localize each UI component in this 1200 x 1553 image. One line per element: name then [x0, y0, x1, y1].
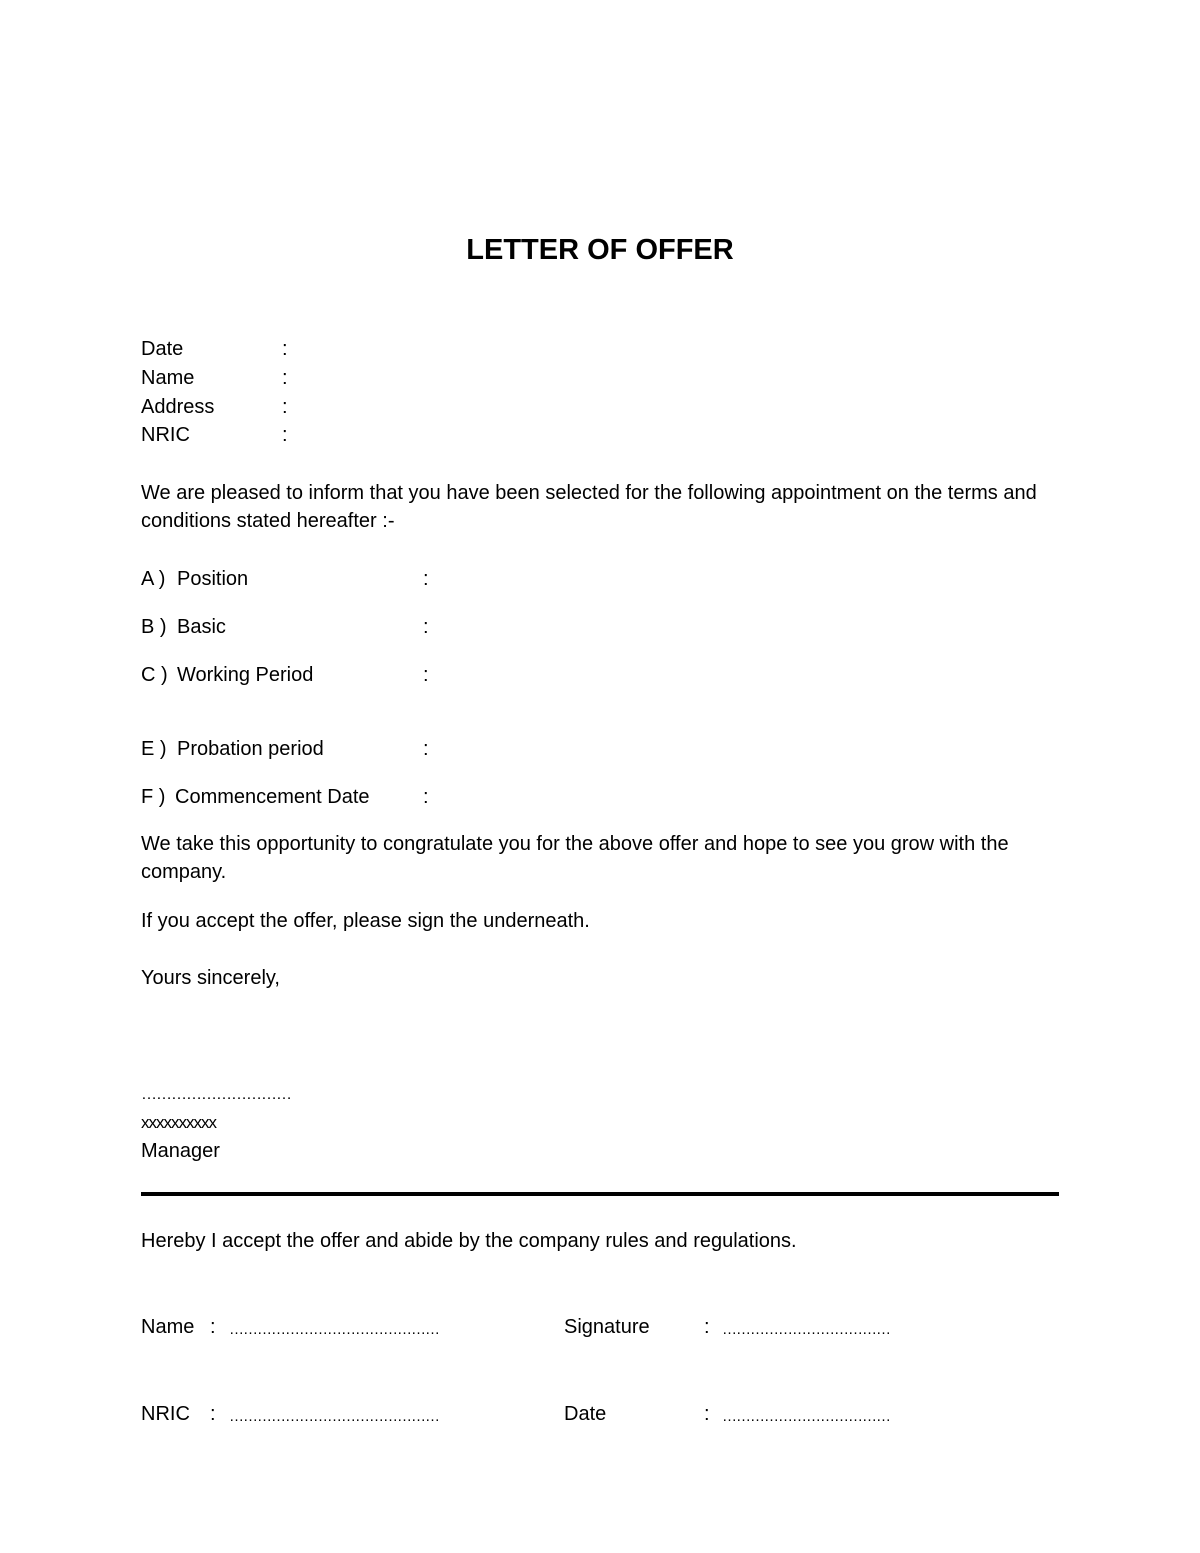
accept-name-line: ………………………………………	[229, 1321, 439, 1338]
term-b-sep: :	[423, 616, 429, 638]
accept-signature-line: ………………………………	[722, 1321, 890, 1338]
accept-signature-label: Signature	[564, 1316, 650, 1338]
field-address-sep: :	[282, 396, 288, 418]
intro-paragraph: We are pleased to inform that you have been selected for the following appointment on the terms and conditions stated hereafter :-	[141, 482, 1037, 532]
term-a-letter: A )	[141, 568, 166, 590]
term-a-label: Position	[177, 568, 249, 590]
field-name-sep: :	[282, 367, 288, 389]
term-e-sep: :	[423, 738, 429, 760]
term-e-letter: E )	[141, 738, 167, 760]
term-f-letter: F )	[141, 786, 166, 808]
section-divider	[141, 1192, 1059, 1196]
accept-date-line: ………………………………	[722, 1408, 890, 1425]
term-f-label: Commencement Date	[175, 786, 370, 808]
signer-title: Manager	[141, 1140, 220, 1162]
accept-nric-line: ………………………………………	[229, 1408, 439, 1425]
accept-name-label: Name	[141, 1316, 195, 1338]
term-e-label: Probation period	[177, 738, 324, 760]
document-title: LETTER OF OFFER	[466, 234, 734, 266]
field-nric-sep: :	[282, 424, 288, 446]
accept-name-sep: :	[210, 1316, 216, 1338]
term-c-sep: :	[423, 664, 429, 686]
term-b-letter: B )	[141, 616, 167, 638]
field-address-label: Address	[141, 396, 215, 418]
term-c-letter: C )	[141, 664, 168, 686]
term-a-sep: :	[423, 568, 429, 590]
accept-nric-sep: :	[210, 1403, 216, 1425]
field-date-label: Date	[141, 338, 184, 360]
accept-instruction: If you accept the offer, please sign the underneath.	[141, 910, 590, 932]
accept-date-sep: :	[704, 1403, 710, 1425]
term-c-label: Working Period	[177, 664, 314, 686]
accept-nric-label: NRIC	[141, 1403, 190, 1425]
field-nric-label: NRIC	[141, 424, 190, 446]
closing-salutation: Yours sincerely,	[141, 967, 280, 989]
acceptance-statement: Hereby I accept the offer and abide by the company rules and regulations.	[141, 1230, 797, 1252]
signature-line: …………………………	[141, 1086, 291, 1103]
accept-date-label: Date	[564, 1403, 607, 1425]
term-b-label: Basic	[177, 616, 226, 638]
term-f-sep: :	[423, 786, 429, 808]
signer-name: xxxxxxxxxx	[141, 1113, 216, 1132]
field-name-label: Name	[141, 367, 195, 389]
field-date-sep: :	[282, 338, 288, 360]
congrats-paragraph: We take this opportunity to congratulate you for the above offer and hope to see you grow with the company.	[141, 833, 1009, 883]
accept-signature-sep: :	[704, 1316, 710, 1338]
